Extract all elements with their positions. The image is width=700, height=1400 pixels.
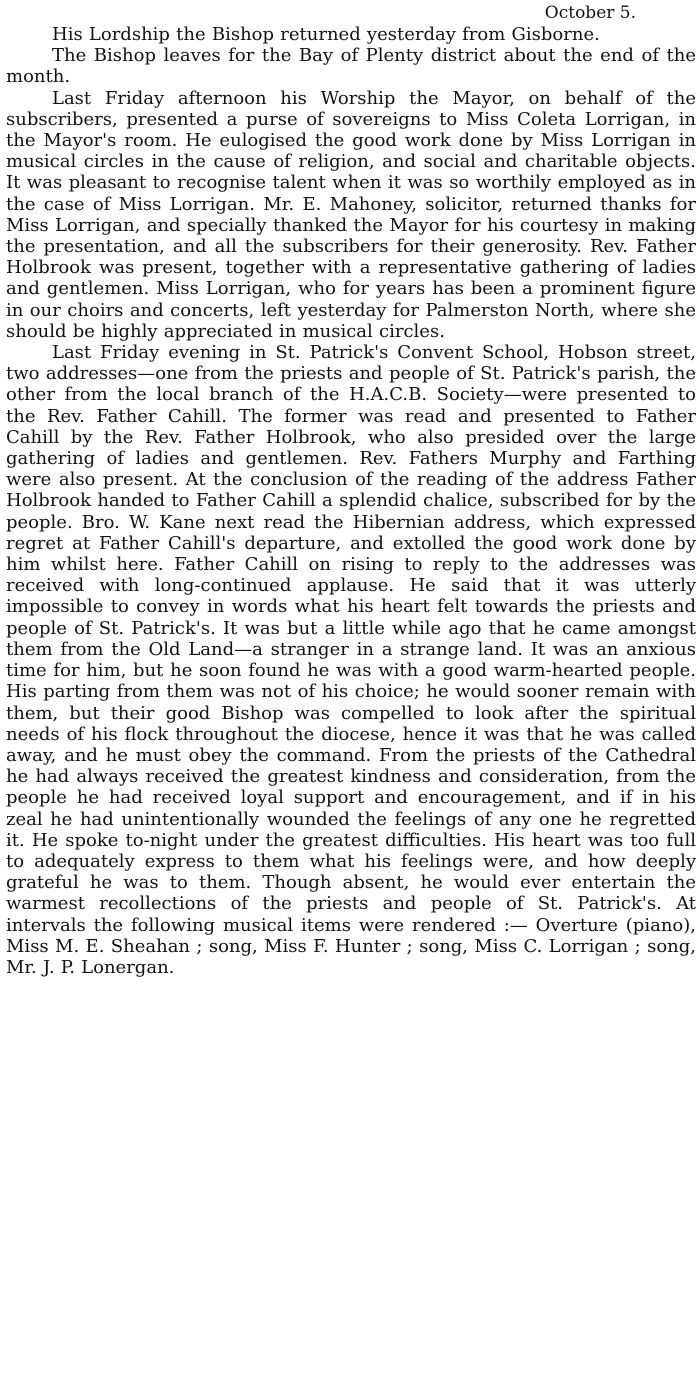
- dateline: October 5.: [544, 3, 636, 23]
- paragraph-father-cahill-addresses: Last Friday evening in St. Patrick's Convent School, Hobson street, two addresses—one from the priests and people of St. Patrick's parish, the other from the local branch of the H.A.C.B. Society—were presented to the Rev. Father Cahill. The former was read and presented to Father Cahill by the Rev. Father Holbrook, who also presided over the large gathering of ladies and gentlemen. Rev. Fathers Murphy and Farthing were also present. At the conclusion of the reading of the address Father Holbrook handed to Father Cahill a splendid chalice, subscribed for by the people. Bro. W. Kane next read the Hibernian address, which expressed regret at Father Cahill's departure, and extolled the good work done by him whilst here. Father Cahill on rising to reply to the addresses was received with long-continued applause. He said that it was utterly impossible to convey in words what his heart felt towards the priests and people of St. Patrick's. It was but a little while ago that he came amongst them from the Old Land—a stranger in a strange land. It was an anxious time for him, but he soon found he was with a good warm-hearted people. His parting from them was not of his choice; he would sooner remain with them, but their good Bishop was compelled to look after the spiritual needs of his flock throughout the diocese, hence it was that he was called away, and he must obey the command. From the priests of the Cathedral he had always received the greatest kindness and consideration, from the people he had received loyal support and encouragement, and if in his zeal he had unintentionally wounded the feelings of any one he regretted it. He spoke to-night under the greatest difficulties. His heart was too full to adequately express to them what his feelings were, and how deeply grateful he was to them. Though absent, he would ever entertain the warmest recollections of the priests and people of St. Patrick's. At intervals the following musical items were rendered :— Overture (piano), Miss M. E. Sheahan ; song, Miss F. Hunter ; song, Miss C. Lorrigan ; song, Mr. J. P. Lonergan.: [6, 342, 696, 978]
- paragraph-mayor-presentation: Last Friday afternoon his Worship the Mayor, on behalf of the subscribers, presented a purse of sovereigns to Miss Coleta Lorrigan, in the Mayor's room. He eulogised the good work done by Miss Lorrigan in musical circles in the cause of religion, and social and charitable objects. It was pleasant to recognise talent when it was so worthily employed as in the case of Miss Lorrigan. Mr. E. Mahoney, solicitor, returned thanks for Miss Lorrigan, and specially thanked the Mayor for his courtesy in making the presentation, and all the subscribers for their generosity. Rev. Father Holbrook was present, together with a representative gathering of ladies and gentlemen. Miss Lorrigan, who for years has been a prominent figure in our choirs and concerts, left yesterday for Palmerston North, where she should be highly appreciated in musical circles.: [6, 87, 696, 342]
- paragraph-bishop-returned: His Lordship the Bishop returned yesterday from Gisborne.: [52, 24, 600, 45]
- newspaper-column: [6, 0, 696, 1400]
- paragraph-bishop-leaves: The Bishop leaves for the Bay of Plenty district about the end of the month.: [6, 45, 696, 88]
